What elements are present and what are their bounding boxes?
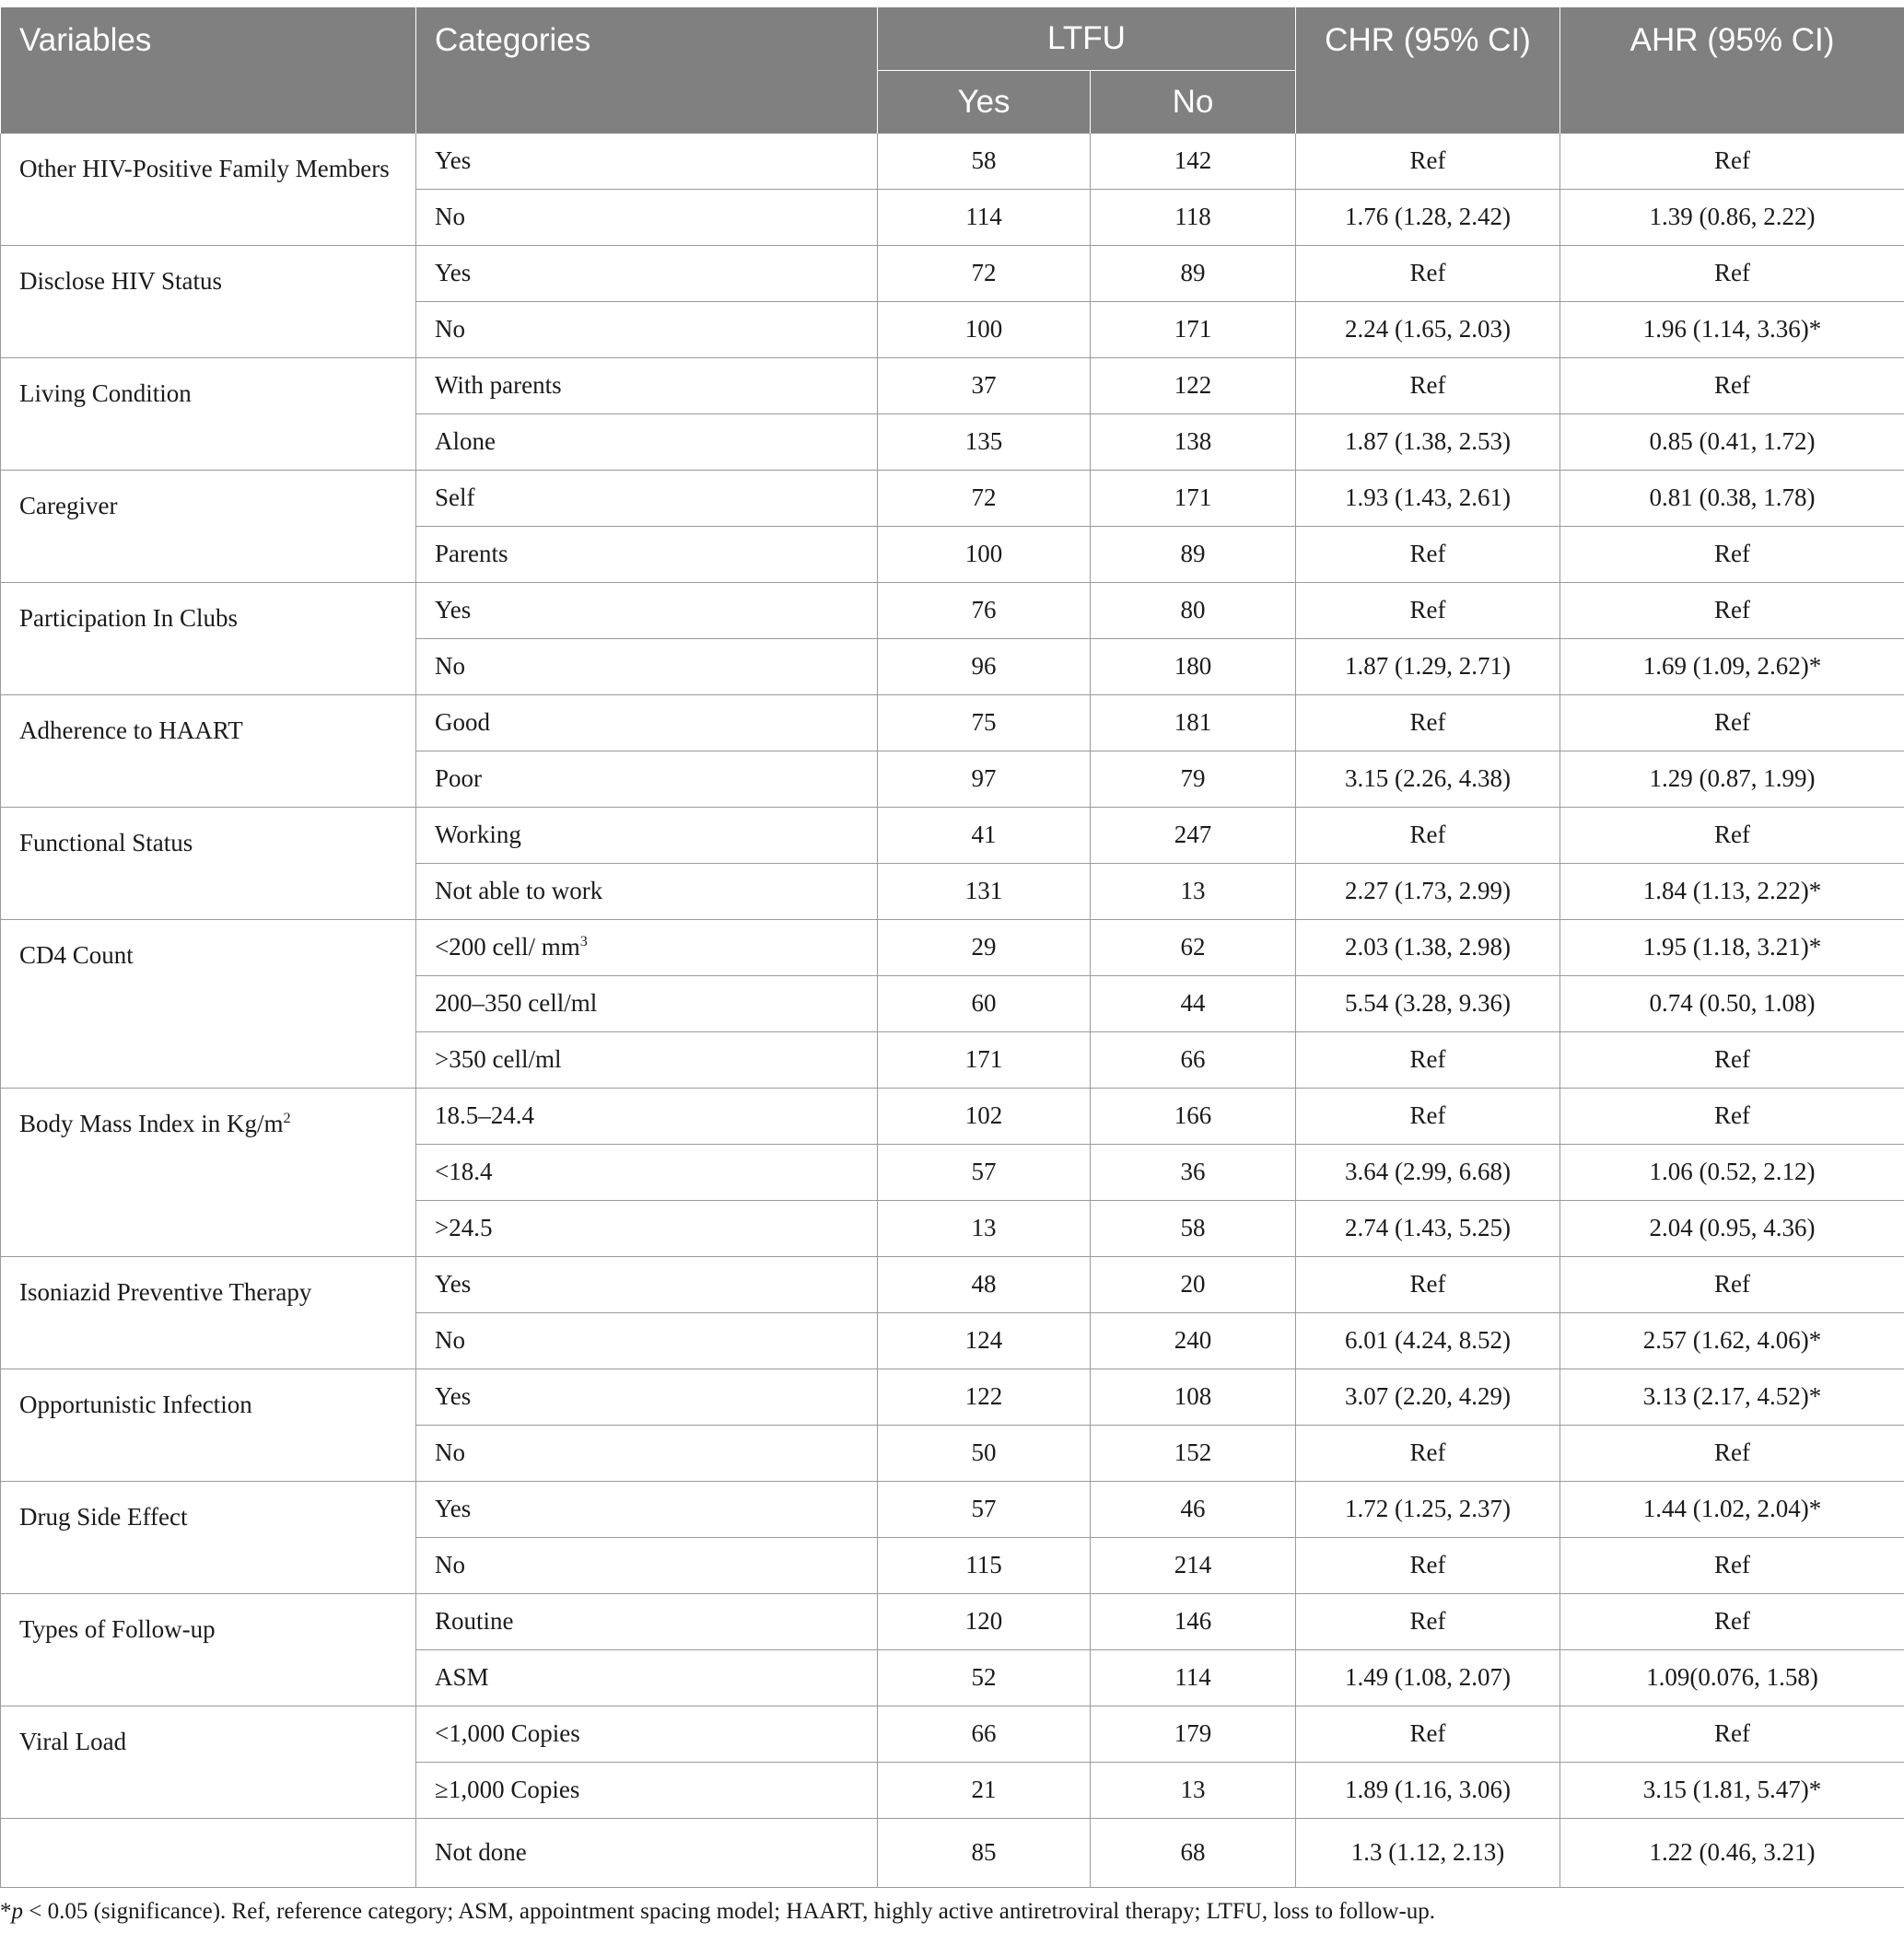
ahr-cell: 0.81 (0.38, 1.78) [1560, 471, 1904, 527]
category-label: Good [435, 708, 490, 737]
category-label: No [435, 652, 465, 681]
chr-cell: 2.27 (1.73, 2.99) [1296, 864, 1560, 920]
category-cell [416, 1032, 878, 1089]
ltfu-no-cell: 58 [1091, 1201, 1296, 1257]
variable-label: Caregiver [19, 492, 118, 519]
chr-cell: Ref [1296, 358, 1560, 414]
category-label: <200 cell/ mm [435, 933, 580, 961]
ltfu-yes-cell: 75 [878, 695, 1091, 751]
ltfu-no-cell: 108 [1091, 1369, 1296, 1426]
ahr-cell: Ref [1560, 358, 1904, 414]
ahr-cell: 1.95 (1.18, 3.21)* [1560, 920, 1904, 976]
ltfu-yes-cell: 131 [878, 864, 1091, 920]
variable-cell [1, 695, 416, 808]
ltfu-yes-cell: 100 [878, 302, 1091, 358]
ltfu-no-cell: 68 [1091, 1819, 1296, 1888]
chr-cell: 1.76 (1.28, 2.42) [1296, 190, 1560, 246]
category-cell [416, 1706, 878, 1763]
ltfu-no-cell: 79 [1091, 751, 1296, 808]
category-cell [416, 358, 878, 414]
chr-cell: 1.72 (1.25, 2.37) [1296, 1482, 1560, 1538]
table-row [1, 1819, 1904, 1888]
chr-cell: Ref [1296, 1426, 1560, 1482]
variable-cell [1, 1257, 416, 1369]
table-row [1, 1257, 1904, 1313]
category-cell [416, 1201, 878, 1257]
variable-label: Viral Load [19, 1728, 127, 1755]
variable-cell [1, 583, 416, 695]
chr-cell: Ref [1296, 527, 1560, 583]
table-row [1, 1089, 1904, 1145]
ltfu-yes-cell: 100 [878, 527, 1091, 583]
ltfu-no-cell: 62 [1091, 920, 1296, 976]
variable-cell [1, 358, 416, 471]
category-cell [416, 190, 878, 246]
chr-cell: 5.54 (3.28, 9.36) [1296, 976, 1560, 1032]
category-cell [416, 1763, 878, 1819]
category-label: No [435, 315, 465, 344]
ahr-cell: 0.74 (0.50, 1.08) [1560, 976, 1904, 1032]
variable-cell [1, 808, 416, 920]
ltfu-yes-cell: 114 [878, 190, 1091, 246]
category-cell [416, 976, 878, 1032]
variable-label: Participation In Clubs [19, 604, 238, 632]
category-cell [416, 1482, 878, 1538]
ahr-cell: 1.96 (1.14, 3.36)* [1560, 302, 1904, 358]
category-label: Working [435, 821, 521, 849]
ltfu-no-cell: 171 [1091, 471, 1296, 527]
ahr-cell: 1.22 (0.46, 3.21) [1560, 1819, 1904, 1888]
category-cell [416, 864, 878, 920]
chr-cell: 6.01 (4.24, 8.52) [1296, 1313, 1560, 1369]
ltfu-yes-cell: 76 [878, 583, 1091, 639]
ltfu-yes-cell: 135 [878, 414, 1091, 471]
variable-label: Other HIV-Positive Family Members [19, 155, 390, 182]
ahr-cell: 1.44 (1.02, 2.04)* [1560, 1482, 1904, 1538]
category-label: Alone [435, 427, 496, 456]
variable-label: Body Mass Index in Kg/m [19, 1110, 284, 1137]
category-label: >24.5 [435, 1214, 493, 1242]
category-label: No [435, 203, 465, 231]
variable-label: Adherence to HAART [19, 716, 243, 744]
ltfu-yes-cell: 48 [878, 1257, 1091, 1313]
category-label: <1,000 Copies [435, 1719, 580, 1748]
header-variables: Variables [1, 7, 416, 134]
ahr-cell: 1.09(0.076, 1.58) [1560, 1650, 1904, 1706]
chr-cell: Ref [1296, 695, 1560, 751]
chr-cell: 3.64 (2.99, 6.68) [1296, 1145, 1560, 1201]
chr-cell: Ref [1296, 1594, 1560, 1650]
ahr-cell: 2.04 (0.95, 4.36) [1560, 1201, 1904, 1257]
category-cell [416, 1426, 878, 1482]
ltfu-yes-cell: 57 [878, 1482, 1091, 1538]
table-row [1, 808, 1904, 864]
ltfu-yes-cell: 171 [878, 1032, 1091, 1089]
category-cell [416, 751, 878, 808]
ltfu-no-cell: 181 [1091, 695, 1296, 751]
ahr-cell: Ref [1560, 1032, 1904, 1089]
ltfu-no-cell: 80 [1091, 583, 1296, 639]
variable-superscript: 2 [283, 1110, 291, 1126]
ltfu-yes-cell: 85 [878, 1819, 1091, 1888]
ahr-cell: Ref [1560, 1706, 1904, 1763]
variable-cell [1, 134, 416, 246]
ltfu-yes-cell: 58 [878, 134, 1091, 190]
ltfu-no-cell: 13 [1091, 864, 1296, 920]
category-cell [416, 808, 878, 864]
category-cell [416, 1089, 878, 1145]
chr-cell: Ref [1296, 1032, 1560, 1089]
ahr-cell: 2.57 (1.62, 4.06)* [1560, 1313, 1904, 1369]
ltfu-no-cell: 46 [1091, 1482, 1296, 1538]
table-row [1, 695, 1904, 751]
ahr-cell: Ref [1560, 695, 1904, 751]
category-label: No [435, 1438, 465, 1467]
chr-cell: 3.07 (2.20, 4.29) [1296, 1369, 1560, 1426]
ltfu-yes-cell: 120 [878, 1594, 1091, 1650]
category-cell [416, 920, 878, 976]
ltfu-no-cell: 20 [1091, 1257, 1296, 1313]
ltfu-no-cell: 36 [1091, 1145, 1296, 1201]
ahr-cell: Ref [1560, 1538, 1904, 1594]
variable-cell [1, 1482, 416, 1594]
variable-cell [1, 920, 416, 1089]
variable-cell [1, 1706, 416, 1819]
ahr-cell: 0.85 (0.41, 1.72) [1560, 414, 1904, 471]
category-label: 200–350 cell/ml [435, 989, 598, 1018]
variable-label: Isoniazid Preventive Therapy [19, 1278, 312, 1306]
ahr-cell: 1.84 (1.13, 2.22)* [1560, 864, 1904, 920]
ltfu-yes-cell: 115 [878, 1538, 1091, 1594]
chr-cell: Ref [1296, 134, 1560, 190]
table-footnote [0, 1899, 1435, 1925]
ltfu-no-cell: 122 [1091, 358, 1296, 414]
table-row [1, 1706, 1904, 1763]
results-table [0, 7, 1904, 1888]
ltfu-no-cell: 13 [1091, 1763, 1296, 1819]
chr-cell: 1.93 (1.43, 2.61) [1296, 471, 1560, 527]
ltfu-yes-cell: 60 [878, 976, 1091, 1032]
ltfu-no-cell: 89 [1091, 527, 1296, 583]
ltfu-no-cell: 214 [1091, 1538, 1296, 1594]
category-label: <18.4 [435, 1158, 493, 1186]
ltfu-yes-cell: 52 [878, 1650, 1091, 1706]
ltfu-no-cell: 44 [1091, 976, 1296, 1032]
header-ahr: AHR (95% CI) [1560, 7, 1904, 134]
ltfu-no-cell: 171 [1091, 302, 1296, 358]
ltfu-no-cell: 114 [1091, 1650, 1296, 1706]
table-header [1, 7, 1904, 134]
chr-cell: 1.89 (1.16, 3.06) [1296, 1763, 1560, 1819]
variable-label: Types of Follow-up [19, 1615, 216, 1643]
ltfu-yes-cell: 72 [878, 471, 1091, 527]
table-row [1, 134, 1904, 190]
header-ltfu: LTFU [878, 7, 1296, 71]
chr-cell: 3.15 (2.26, 4.38) [1296, 751, 1560, 808]
category-label: Poor [435, 764, 483, 793]
category-label: Routine [435, 1607, 514, 1636]
chr-cell: Ref [1296, 1538, 1560, 1594]
category-label: Yes [435, 146, 472, 175]
table-body [1, 134, 1904, 1888]
variable-label: CD4 Count [19, 941, 134, 969]
category-cell [416, 1313, 878, 1369]
ltfu-no-cell: 66 [1091, 1032, 1296, 1089]
ahr-cell: Ref [1560, 246, 1904, 302]
category-superscript: 3 [579, 933, 588, 950]
category-cell [416, 414, 878, 471]
category-label: Parents [435, 540, 508, 568]
ltfu-yes-cell: 21 [878, 1763, 1091, 1819]
category-label: ≥1,000 Copies [435, 1776, 580, 1804]
footnote-star: * [0, 1899, 12, 1924]
chr-cell: Ref [1296, 1706, 1560, 1763]
ltfu-yes-cell: 57 [878, 1145, 1091, 1201]
footnote-text: < 0.05 (significance). Ref, reference category; ASM, appointment spacing model; HAART, highly active antiretroviral therapy; LTFU, loss to follow-up. [23, 1899, 1436, 1924]
table-row [1, 920, 1904, 976]
header-ltfu-no: No [1091, 71, 1296, 134]
category-cell [416, 1145, 878, 1201]
variable-cell [1, 246, 416, 358]
ahr-cell: Ref [1560, 1426, 1904, 1482]
table-row [1, 1594, 1904, 1650]
ltfu-yes-cell: 72 [878, 246, 1091, 302]
category-label: Yes [435, 1270, 472, 1299]
chr-cell: 2.74 (1.43, 5.25) [1296, 1201, 1560, 1257]
ahr-cell: 1.39 (0.86, 2.22) [1560, 190, 1904, 246]
ahr-cell: Ref [1560, 527, 1904, 583]
variable-cell [1, 1819, 416, 1888]
ltfu-yes-cell: 37 [878, 358, 1091, 414]
ahr-cell: Ref [1560, 1089, 1904, 1145]
ltfu-no-cell: 146 [1091, 1594, 1296, 1650]
ltfu-yes-cell: 102 [878, 1089, 1091, 1145]
chr-cell: 2.03 (1.38, 2.98) [1296, 920, 1560, 976]
chr-cell: Ref [1296, 1257, 1560, 1313]
category-label: Yes [435, 1382, 472, 1411]
category-cell [416, 246, 878, 302]
table-row [1, 358, 1904, 414]
ahr-cell: 1.69 (1.09, 2.62)* [1560, 639, 1904, 695]
chr-cell: 2.24 (1.65, 2.03) [1296, 302, 1560, 358]
ahr-cell: 3.15 (1.81, 5.47)* [1560, 1763, 1904, 1819]
ltfu-no-cell: 247 [1091, 808, 1296, 864]
chr-cell: Ref [1296, 808, 1560, 864]
category-label: Yes [435, 596, 472, 624]
ltfu-no-cell: 166 [1091, 1089, 1296, 1145]
category-cell [416, 134, 878, 190]
table-row [1, 1369, 1904, 1426]
ahr-cell: 1.29 (0.87, 1.99) [1560, 751, 1904, 808]
variable-cell [1, 1369, 416, 1482]
category-label: With parents [435, 371, 562, 400]
variable-label: Disclose HIV Status [19, 267, 222, 295]
ahr-cell: Ref [1560, 1257, 1904, 1313]
ahr-cell: 1.06 (0.52, 2.12) [1560, 1145, 1904, 1201]
category-cell [416, 1369, 878, 1426]
chr-cell: Ref [1296, 1089, 1560, 1145]
chr-cell: 1.49 (1.08, 2.07) [1296, 1650, 1560, 1706]
ahr-cell: Ref [1560, 1594, 1904, 1650]
category-label: No [435, 1551, 465, 1579]
category-label: Yes [435, 259, 472, 287]
header-ltfu-yes: Yes [878, 71, 1091, 134]
category-cell [416, 1594, 878, 1650]
category-label: Not able to work [435, 877, 603, 905]
chr-cell: 1.87 (1.38, 2.53) [1296, 414, 1560, 471]
ltfu-yes-cell: 97 [878, 751, 1091, 808]
ltfu-yes-cell: 29 [878, 920, 1091, 976]
category-cell [416, 639, 878, 695]
table-row [1, 583, 1904, 639]
variable-label: Functional Status [19, 829, 193, 856]
variable-label: Drug Side Effect [19, 1503, 188, 1531]
chr-cell: Ref [1296, 246, 1560, 302]
ltfu-yes-cell: 50 [878, 1426, 1091, 1482]
category-label: No [435, 1326, 465, 1355]
variable-label: Living Condition [19, 379, 192, 407]
category-cell [416, 1650, 878, 1706]
variable-cell [1, 1089, 416, 1257]
ahr-cell: Ref [1560, 583, 1904, 639]
ltfu-yes-cell: 41 [878, 808, 1091, 864]
ltfu-no-cell: 179 [1091, 1706, 1296, 1763]
category-cell [416, 695, 878, 751]
table-row [1, 1482, 1904, 1538]
ltfu-yes-cell: 124 [878, 1313, 1091, 1369]
category-label: >350 cell/ml [435, 1045, 562, 1074]
variable-cell [1, 471, 416, 583]
ahr-cell: Ref [1560, 134, 1904, 190]
ltfu-yes-cell: 122 [878, 1369, 1091, 1426]
ltfu-no-cell: 138 [1091, 414, 1296, 471]
ltfu-no-cell: 240 [1091, 1313, 1296, 1369]
category-cell [416, 302, 878, 358]
variable-label: Opportunistic Infection [19, 1391, 252, 1418]
ltfu-no-cell: 180 [1091, 639, 1296, 695]
category-cell [416, 527, 878, 583]
chr-cell: 1.87 (1.29, 2.71) [1296, 639, 1560, 695]
header-categories: Categories [416, 7, 878, 134]
ltfu-no-cell: 89 [1091, 246, 1296, 302]
table-row [1, 246, 1904, 302]
category-cell [416, 1538, 878, 1594]
chr-cell: 1.3 (1.12, 2.13) [1296, 1819, 1560, 1888]
variable-cell [1, 1594, 416, 1706]
category-label: 18.5–24.4 [435, 1101, 534, 1130]
category-cell [416, 1257, 878, 1313]
ltfu-yes-cell: 13 [878, 1201, 1091, 1257]
ahr-cell: 3.13 (2.17, 4.52)* [1560, 1369, 1904, 1426]
ltfu-no-cell: 152 [1091, 1426, 1296, 1482]
category-label: ASM [435, 1663, 489, 1692]
footnote-p: p [11, 1899, 23, 1924]
ltfu-no-cell: 118 [1091, 190, 1296, 246]
ltfu-yes-cell: 66 [878, 1706, 1091, 1763]
ltfu-yes-cell: 96 [878, 639, 1091, 695]
ltfu-no-cell: 142 [1091, 134, 1296, 190]
category-label: Yes [435, 1495, 472, 1523]
category-label: Not done [435, 1838, 527, 1867]
category-cell [416, 471, 878, 527]
chr-cell: Ref [1296, 583, 1560, 639]
table-row [1, 471, 1904, 527]
category-cell [416, 1819, 878, 1888]
category-cell [416, 583, 878, 639]
category-label: Self [435, 483, 475, 512]
ahr-cell: Ref [1560, 808, 1904, 864]
header-chr: CHR (95% CI) [1296, 7, 1560, 134]
